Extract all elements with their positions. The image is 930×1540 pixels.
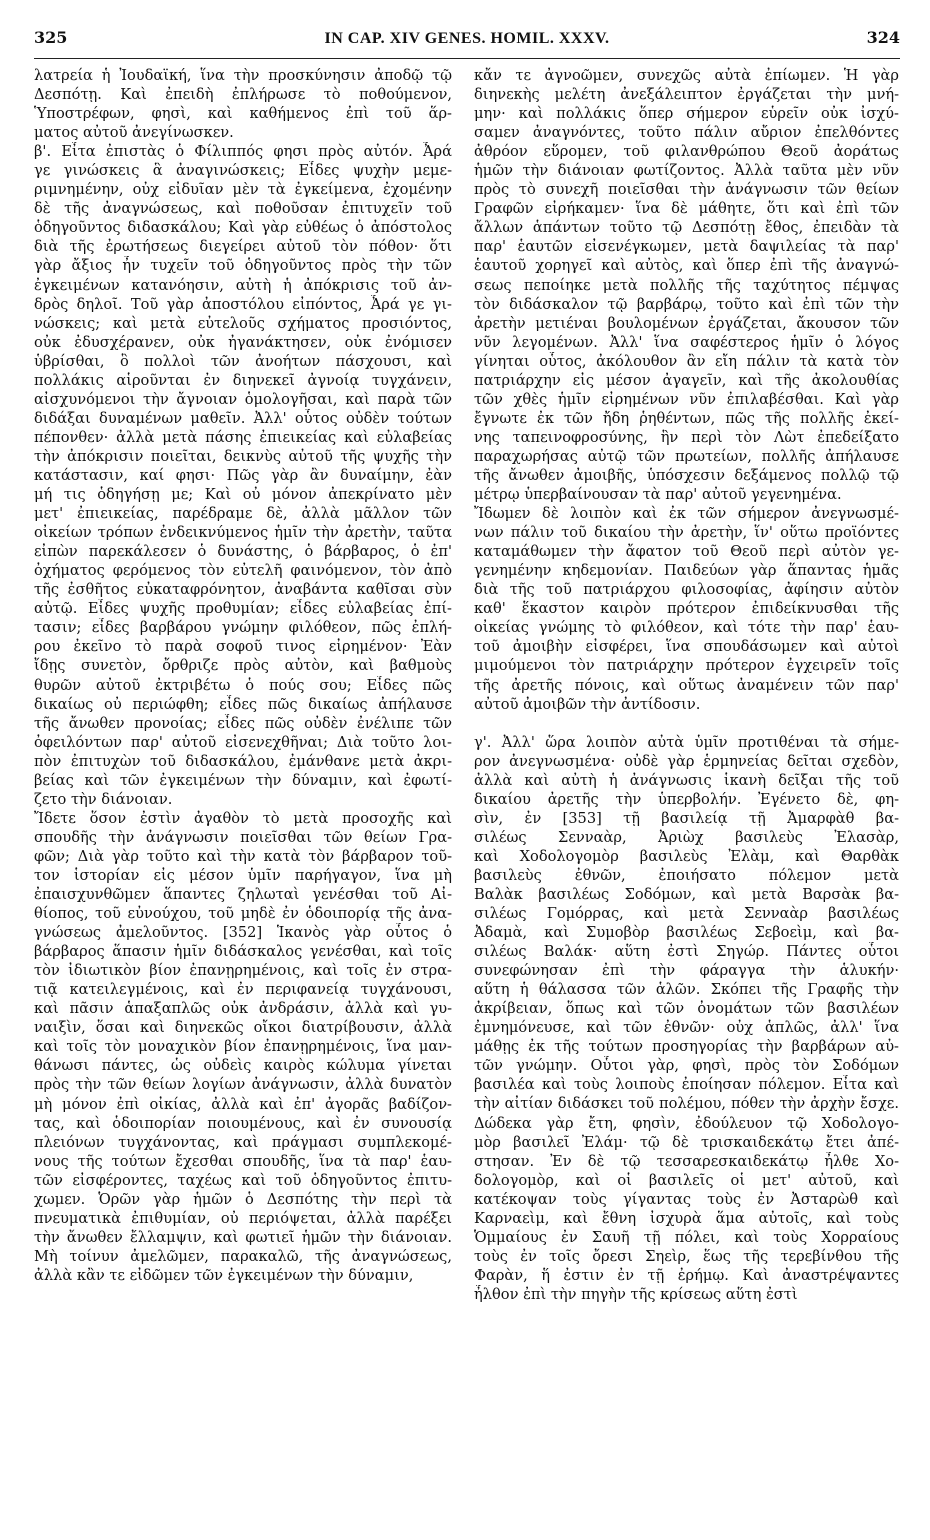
text-line: ὀχήματος φερόμενος τὸν εὐτελῆ φαινόμενον, τὸν ἀπὸ [34, 562, 452, 580]
text-line: δικαίου ἀρετῆς τὴν ὑπερβολήν. Ἐγένετο δὲ, φη- [474, 790, 899, 808]
text-line: σαμεν ἀναγνόντες, τοῦτο πάλιν αὔριον ἐπελθόντες [474, 124, 899, 142]
text-line: δικαίως οὐ περιώφθη; εἶδες πῶς δικαίως ἀπήλαυσε [34, 695, 452, 713]
text-line: πνευματικὰ ἐπιθυμίαν, οὐ περιόψεται, ἀλλὰ παρέξει [34, 1209, 452, 1227]
left-page-number: 325 [34, 28, 68, 47]
text-line: μετ' ἐπιεικείας, παρέδραμε δὲ, ἀλλὰ μᾶλλον τῶν [34, 505, 452, 523]
text-line: πέπονθεν· ἀλλὰ μετὰ πάσης ἐπιεικείας καὶ εὐλαβείας [34, 428, 452, 446]
text-line: Ὑποστρέφων, φησὶ, καὶ καθήμενος ἐπὶ τοῦ ἅρ- [34, 105, 452, 123]
text-line: νης ταπεινοφροσύνης, ἣν περὶ τὸν Λὼτ ἐπεδείξατο [474, 428, 899, 446]
text-line: βασιλέα καὶ τοὺς λοιποὺς ἐποίησαν πόλεμον. Εἶτα καὶ [474, 1076, 899, 1094]
text-line: ἡμῶν τὴν διάνοιαν φωτίζοντος. Ἀλλὰ ταῦτα μὲν νῦν [474, 162, 899, 180]
text-line: πρὸς τὴν τῶν θείων λογίων ἀνάγνωσιν, ἀλλὰ δυνατὸν [34, 1076, 452, 1094]
text-line: ἑαυτοῦ χορηγεῖ καὶ αὐτὸς, καὶ ὅπερ ἐπὶ τῆς ἀναγνώ- [474, 257, 899, 275]
text-line: ἦλθον ἐπὶ τὴν πηγὴν τῆς κρίσεως αὕτη ἐστὶ [474, 1285, 798, 1303]
text-line: ναιξὶν, ὅσαι καὶ διηνεκῶς οἴκοι διατρίβουσιν, ἀλλὰ [34, 1019, 452, 1037]
text-line: γενημένην κηδεμονίαν. Παιδεύων γὰρ ἅπαντας ἡμᾶς [474, 562, 899, 580]
text-line: κατέκοψαν τοὺς γίγαντας τοὺς ἐν Ἀσταρὼθ καὶ [474, 1190, 899, 1208]
text-line: Ἀδαμὰ, καὶ Συμοβὸρ βασιλέως Σεβοεὶμ, καὶ βα- [474, 924, 899, 942]
text-line: ὁδηγοῦντος διδασκάλου; Καὶ γὰρ εὐθέως ὁ ἀπόστολος [34, 219, 452, 237]
text-line: στησαν. Ἐν δὲ τῷ τεσσαρεσκαιδεκάτῳ ἦλθε Χο- [474, 1152, 899, 1170]
right-text-column [474, 66, 899, 1304]
text-line: θίοπος, τοῦ εὐνούχου, τοῦ μηδὲ ἐν ὁδοιπορίᾳ τῆς ἀνα- [34, 905, 452, 923]
text-line: βάρβαρος ἅπασιν ἡμῖν διδάσκαλος γενέσθαι, καὶ τοῖς [34, 943, 452, 961]
right-page-number: 324 [866, 28, 900, 47]
text-line: βείας καὶ τῶν ἐγκειμένων τὴν δύναμιν, καὶ ἐφωτί- [34, 771, 452, 789]
text-line: τῆς ἄνωθεν ἀμοιβῆς, ὑπόσχεσιν δεξάμενος πολλῷ τῷ [474, 466, 899, 484]
text-line: καταμάθωμεν τὴν ἄφατον τοῦ Θεοῦ περὶ αὐτὸν γε- [474, 543, 899, 561]
text-line: μάθῃς ἐκ τῆς τούτων προσηγορίας τὴν βαρβάρων αὐ- [474, 1038, 899, 1056]
text-line: αἰσχυνόμενοι τὴν ἄγνοιαν ὁμολογῆσαι, καὶ παρὰ τῶν [34, 390, 452, 408]
text-line: γε γινώσκεις ἃ ἀναγινώσκεις; Εἶδες ψυχὴν μεμε- [34, 162, 452, 180]
text-line: ἀλλὰ καὶ αὐτὴ ἡ ἀνάγνωσις ἱκανὴ δεῖξαι τῆς τοῦ [474, 771, 899, 789]
text-line: θάνωσι πάντες, ὡς οὐδεὶς καιρὸς κώλυμα γίνεται [34, 1057, 452, 1075]
text-line: κἄν τε ἀγνοῶμεν, συνεχῶς αὐτὰ ἐπίωμεν. Ἡ γὰρ [474, 67, 899, 84]
text-line: μιμούμενοι τὸν πατριάρχην πρότερον ἐγχειρεῖν τοῖς [474, 657, 899, 675]
text-line: ἴδῃς συνετὸν, ὄρθριζε πρὸς αὐτὸν, καὶ βαθμοὺς [34, 657, 452, 675]
text-line: τῆς ἀρετῆς πόνοις, καὶ οὕτως ἀναμένειν τῶν παρ' [474, 676, 899, 694]
text-line: Ἴδετε ὅσον ἐστὶν ἀγαθὸν τὸ μετὰ προσοχῆς καὶ [34, 809, 452, 827]
text-line: διὰ τῆς ἐρωτήσεως διεγείρει αὐτοῦ τὸν πόθον· ὅτι [34, 238, 452, 256]
text-line: ὑβρίσθαι, ὃ πολλοὶ τῶν ἀνοήτων πάσχουσι, καὶ [34, 352, 452, 370]
text-line: σιλέως Βαλάκ· αὕτη ἐστὶ Σηγώρ. Πάντες οὗτοι [474, 943, 899, 961]
paragraph-gap [474, 714, 899, 733]
text-line: νων πάλιν τοῦ δικαίου τὴν ἀρετὴν, ἵν' οὕτω προϊόντες [474, 524, 899, 542]
text-line: Μὴ τοίνυν ἀμελῶμεν, παρακαλῶ, τῆς ἀναγνώσεως, [34, 1247, 452, 1265]
text-line: ἀθρόον εὕρομεν, τοῦ φιλανθρώπου Θεοῦ ἀοράτως [474, 143, 899, 161]
text-line: δὲ τῆς ἀναγνώσεως, καὶ ποθοῦσαν ἐπιτυχεῖν τοῦ [34, 200, 452, 218]
text-line: αὕτη ἡ θάλασσα τῶν ἁλῶν. Σκόπει τῆς Γραφῆς τὴν [474, 981, 899, 999]
text-line: μέτρῳ ὑπερβαίνουσαν τὰ παρ' αὐτοῦ γεγενημένα. [474, 486, 842, 504]
text-line: οἰκείας γνώμης τὸ φιλόθεον, καὶ τότε τὴν παρ' ἑαυ- [474, 619, 899, 637]
text-line: παρ' ἑαυτῶν εἰσενέγκωμεν, μετὰ δαψιλείας τὰ παρ' [474, 238, 899, 256]
text-line: Δώδεκα γὰρ ἔτη, φησὶν, ἐδούλευον τῷ Χοδολογο- [474, 1114, 899, 1132]
text-line: δρὸς δηλοῖ. Τοῦ γὰρ ἀποστόλου εἰπόντος, Ἆρά γε γι- [34, 295, 452, 313]
text-line: τοῦ ἀμοιβὴν εἰσφέρει, ἵνα σπουδάσωμεν καὶ αὐτοὶ [474, 638, 899, 656]
text-line: ὀφειλόντων παρ' αὐτοῦ εἰσενεχθῆναι; Διὰ τοῦτο λοι- [34, 733, 452, 751]
text-line: τας, καὶ ὁδοιπορίαν ποιουμένους, καὶ ἐν συνουσίᾳ [34, 1114, 452, 1132]
text-line: πλειόνων τυγχάνοντας, καὶ πράγμασι συμπλεκομέ- [34, 1133, 452, 1151]
text-line: δολογομὸρ, καὶ οἱ βασιλεῖς οἱ μετ' αὐτοῦ, καὶ [474, 1171, 899, 1189]
text-line: ἄλλων ἁπάντων τοῦτο τῷ Δεσπότῃ ἔθος, ἐπειδὰν τὰ [474, 219, 899, 237]
text-line: τον ἱστορίαν εἰς μέσον ὑμῖν παρήγαγον, ἵνα μὴ [34, 866, 452, 884]
text-line: νους τῆς τούτων ἔχεσθαι σπουδῆς, ἵνα τὰ παρ' ἑαυ- [34, 1152, 452, 1170]
text-line: τὴν ἀπόκρισιν ποιεῖται, δεικνὺς αὐτοῦ τῆς ψυχῆς τὴν [34, 447, 452, 465]
text-line: καὶ τοῖς τὸν μοναχικὸν βίον ἐπανῃρημένοις, ἵνα μαν- [34, 1038, 452, 1056]
text-line: παραχωρήσας αὐτῷ τῶν πρωτείων, πολλῆς ἀπήλαυσε [474, 447, 899, 465]
text-line: ἐμνημόνευσε, καὶ τῶν ἐθνῶν· οὐχ ἁπλῶς, ἀλλ' ἵνα [474, 1019, 899, 1037]
text-line: τὴν αἰτίαν διδάσκει τοῦ πολέμου, πόθεν τὴν ἀρχὴν ἔσχε. [474, 1095, 899, 1113]
text-line: διηνεκὴς μελέτη ἀνεξάλειπτον ἐργάζεται τὴν μνή- [474, 86, 899, 104]
text-line: σεως πεποίηκε μετὰ πολλῆς τῆς ταχύτητος πέμψας [474, 276, 899, 294]
text-line: οὐκ ἐδυσχέρανεν, οὐκ ἠγανάκτησεν, οὐκ ἐνόμισεν [34, 333, 452, 351]
text-line: τῶν γνώμην. Οὗτοι γὰρ, φησὶ, πρὸς τὸν Σοδόμων [474, 1057, 899, 1075]
text-line: τῆς ἐσθῆτος εὐκαταφρόνητον, ἀναβάντα καθῖσαι σὺν [34, 581, 452, 599]
text-line: ριμνημένην, οὐχ εἰδυῖαν μὲν τὰ ἐγκείμενα, ἐχομένην [34, 181, 452, 199]
text-line: ἐπαισχυνθῶμεν ἅπαντες ζηλωταὶ γενέσθαι τοῦ Αἰ- [34, 886, 452, 904]
text-line: φῶν; Διὰ γὰρ τοῦτο καὶ τὴν κατὰ τὸν βάρβαρον τοῦ- [34, 847, 452, 865]
text-line: τὸν διδάσκαλον τῷ βαρβάρῳ, τοῦτο καὶ ἐπὶ τῶν τὴν [474, 295, 899, 313]
text-line: αὐτοῦ ἀμοιβῶν τὴν ἀντίδοσιν. [474, 695, 701, 713]
text-line: χωμεν. Ὁρῶν γὰρ ἡμῶν ὁ Δεσπότης τὴν περὶ τὰ [34, 1190, 452, 1208]
text-line: τὸν ἰδιωτικὸν βίον ἐπανῃρημένοις, καὶ τοῖς ἐν στρα- [34, 962, 452, 980]
text-line: μή τις ὁδηγήσῃ με; Καὶ οὐ μόνον ἀπεκρίνατο μὲν [34, 486, 452, 504]
text-line: συνεφώνησαν ἐπὶ τὴν φάραγγα τὴν ἁλυκήν· [474, 962, 899, 980]
text-line: μην· καὶ πολλάκις ὅπερ σήμερον εὑρεῖν οὐκ ἰσχύ- [474, 105, 899, 123]
text-line: βασιλεὺς ἐθνῶν, ἐποιήσατο πόλεμον μετὰ [474, 866, 899, 884]
text-line: οἰκείων τρόπων ἐνδεικνύμενος ἡμῖν τὴν ἀρετὴν, ταῦτα [34, 524, 452, 542]
text-line: τασιν; εἶδες βαρβάρου γνώμην φιλόθεον, πῶς ἐπλή- [34, 619, 452, 637]
text-line: γίνηται οὗτος, ἀκόλουθον ἂν εἴη πάλιν τὰ κατὰ τὸν [474, 352, 899, 370]
text-line: β'. Εἶτα ἐπιστὰς ὁ Φίλιππός φησι πρὸς αὐτόν. Ἆρά [34, 143, 452, 161]
text-line: τῶν χθὲς ἡμῖν εἰρημένων νῦν ἐπιλαβέσθαι. Καὶ γὰρ [474, 390, 899, 408]
text-line: θυρῶν αὐτοῦ ἐκτριβέτω ὁ πούς σου; Εἶδες πῶς [34, 676, 452, 694]
text-line: Ὁμμαίους ἐν Σαυῆ τῇ πόλει, καὶ τοὺς Χορραίους [474, 1228, 899, 1246]
text-line: γνώσεως ἀμελοῦντος. [352] Ἱκανὸς γὰρ οὗτος ὁ [34, 924, 452, 942]
text-line: Δεσπότῃ. Καὶ ἐπειδὴ ἐπλήρωσε τὸ ποθούμενον, [34, 86, 452, 104]
text-line: ρου ἐκεῖνο τὸ παρὰ σοφοῦ τινος εἰρημένον· Ἐὰν [34, 638, 452, 656]
text-line: πολλάκις αἱροῦνται ἐν διηνεκεῖ ἀγνοίᾳ τυγχάνειν, [34, 371, 452, 389]
text-line: σπουδῆς τὴν ἀνάγνωσιν ποιεῖσθαι τῶν θείων Γρα- [34, 828, 452, 846]
text-line: σὶν, ἐν [353] τῇ βασιλείᾳ τῇ Ἀμαρφὰθ βα- [474, 809, 899, 827]
text-line: Καρναεὶμ, καὶ ἔθνη ἰσχυρὰ ἅμα αὐτοῖς, καὶ τοὺς [474, 1209, 899, 1227]
text-line: αὐτῷ. Εἶδες ψυχῆς προθυμίαν; εἶδες εὐλαβείας ἐπί- [34, 600, 452, 618]
text-line: τῆς ἄνωθεν προνοίας; εἶδες πῶς οὐδὲν ἐνέλιπε τῶν [34, 714, 452, 732]
text-line: μὸρ βασιλεῖ Ἐλάμ· τῷ δὲ τρισκαιδεκάτῳ ἔτει ἀπέ- [474, 1133, 899, 1151]
text-line: γὰρ ἄξιος ἦν τυχεῖν τοῦ ὁδηγοῦντος πρὸς τὴν τῶν [34, 257, 452, 275]
text-line: πρὸς τὸ συνεχῆ ποιεῖσθαι τὴν ἀνάγνωσιν τῶν θείων [474, 181, 899, 199]
text-line: λατρεία ἡ Ἰουδαϊκή, ἵνα τὴν προσκύνησιν ἀποδῷ τῷ [34, 67, 452, 84]
text-line: νῦν λεγομένων. Ἀλλ' ἵνα σαφέστερος ἡμῖν ὁ λόγος [474, 333, 899, 351]
text-line: ματος αὐτοῦ ἀνεγίνωσκεν. [34, 124, 234, 142]
text-line: Φαρὰν, ἥ ἐστιν ἐν τῇ ἐρήμῳ. Καὶ ἀναστρέψαντες [474, 1266, 899, 1284]
text-line: ζετο τὴν διάνοιαν. [34, 790, 173, 808]
text-line: Βαλὰκ βασιλέως Σοδόμων, καὶ μετὰ Βαρσὰκ βα- [474, 885, 899, 903]
text-line: ἀκρίβειαν, ὅπως καὶ τῶν ὀνομάτων τῶν βασιλέων [474, 1000, 899, 1018]
text-line: διδάξαι δυναμένων μαθεῖν. Ἀλλ' οὗτος οὐδὲν τούτων [34, 409, 452, 427]
running-header [34, 28, 900, 59]
text-line: τὴν ἄνωθεν ἔλλαμψιν, καὶ φωτιεῖ ἡμῶν τὴν διάνοιαν. [34, 1228, 452, 1246]
text-line: κατάστασιν, καί φησι· Πῶς γὰρ ἂν δυναίμην, ἐὰν [34, 466, 452, 484]
text-line: ἀλλὰ κἂν τε εἰδῶμεν τῶν ἐγκειμένων τὴν δύναμιν, [34, 1266, 414, 1284]
text-line: σιλέως Γομόρρας, καὶ μετὰ Σενναὰρ βασιλέως [474, 905, 899, 923]
text-line: καὶ πᾶσιν ἁπαξαπλῶς οὐκ ἀνδράσιν, ἀλλὰ καὶ γυ- [34, 1000, 452, 1018]
text-line: ἀρετὴν μετιέναι βουλομένων ἐργάζεται, ἄκουσον τῶν [474, 314, 899, 332]
text-line: τοὺς ἐν τοῖς ὄρεσι Σηεὶρ, ἕως τῆς τερεβίνθου τῆς [474, 1247, 899, 1265]
text-line: νώσκεις; καὶ μετὰ εὐτελοῦς σχήματος προσιόντος, [34, 314, 452, 332]
text-line: πὸν ἐπιτυχὼν τοῦ διδασκάλου, ἐμάνθανε μετὰ ἀκρι- [34, 752, 452, 770]
text-line: τιᾷ κατειλεγμένοις, καὶ ἐν περιφανείᾳ τυγχάνουσι, [34, 981, 452, 999]
running-title: IN CAP. XIV GENES. HOMIL. XXXV. [324, 30, 610, 47]
text-line: ρον ἀνεγνωσμένα· οὐδὲ γὰρ ἑρμηνείας δεῖται σχεδὸν, [474, 752, 899, 770]
text-line: διὰ τῆς τοῦ πατριάρχου φιλοσοφίας, ἀφίησιν αὐτὸν [474, 581, 899, 599]
text-line: σιλέως Σενναὰρ, Ἀριὼχ βασιλεὺς Ἐλασὰρ, [474, 828, 899, 846]
text-line: Γραφῶν εἰρήκαμεν· ἵνα δὲ μάθητε, ὅτι καὶ ἐπὶ τῶν [474, 200, 899, 218]
text-line: πατριάρχην εἰς μέσον ἀγαγεῖν, καὶ τῆς ἀκολουθίας [474, 371, 899, 389]
text-line: ἔγνωτε ἐκ τῶν ἤδη ῥηθέντων, πῶς τῆς πολλῆς ἐκεί- [474, 409, 899, 427]
text-line: καὶ Χοδολογομὸρ βασιλεὺς Ἐλὰμ, καὶ Θαρθὰκ [474, 847, 899, 865]
text-line: τῶν εἰσφέροντες, ταχέως καὶ τοῦ ὁδηγοῦντος ἐπιτυ- [34, 1171, 452, 1189]
text-line: μὴ μόνον ἐπὶ οἰκίας, ἀλλὰ καὶ ἐπ' ἀγορᾶς βαδίζον- [34, 1095, 452, 1113]
text-line: γ'. Ἀλλ' ὥρα λοιπὸν αὐτὰ ὑμῖν προτιθέναι τὰ σήμε- [474, 733, 899, 751]
text-line: εἰπὼν παρεκάλεσεν ὁ δυνάστης, ὁ βάρβαρος, ὁ ἐπ' [34, 543, 452, 561]
text-line: καθ' ἕκαστον καιρὸν πρότερον ἐπιδείκνυσθαι τῆς [474, 600, 899, 618]
text-line: ἐγκειμένων κατανόησιν, αὐτὴ ἡ ἀπόκρισις τοῦ ἀν- [34, 276, 452, 294]
left-text-column [34, 66, 452, 1285]
text-line: Ἴδωμεν δὲ λοιπὸν καὶ ἐκ τῶν σήμερον ἀνεγνωσμέ- [474, 505, 899, 523]
